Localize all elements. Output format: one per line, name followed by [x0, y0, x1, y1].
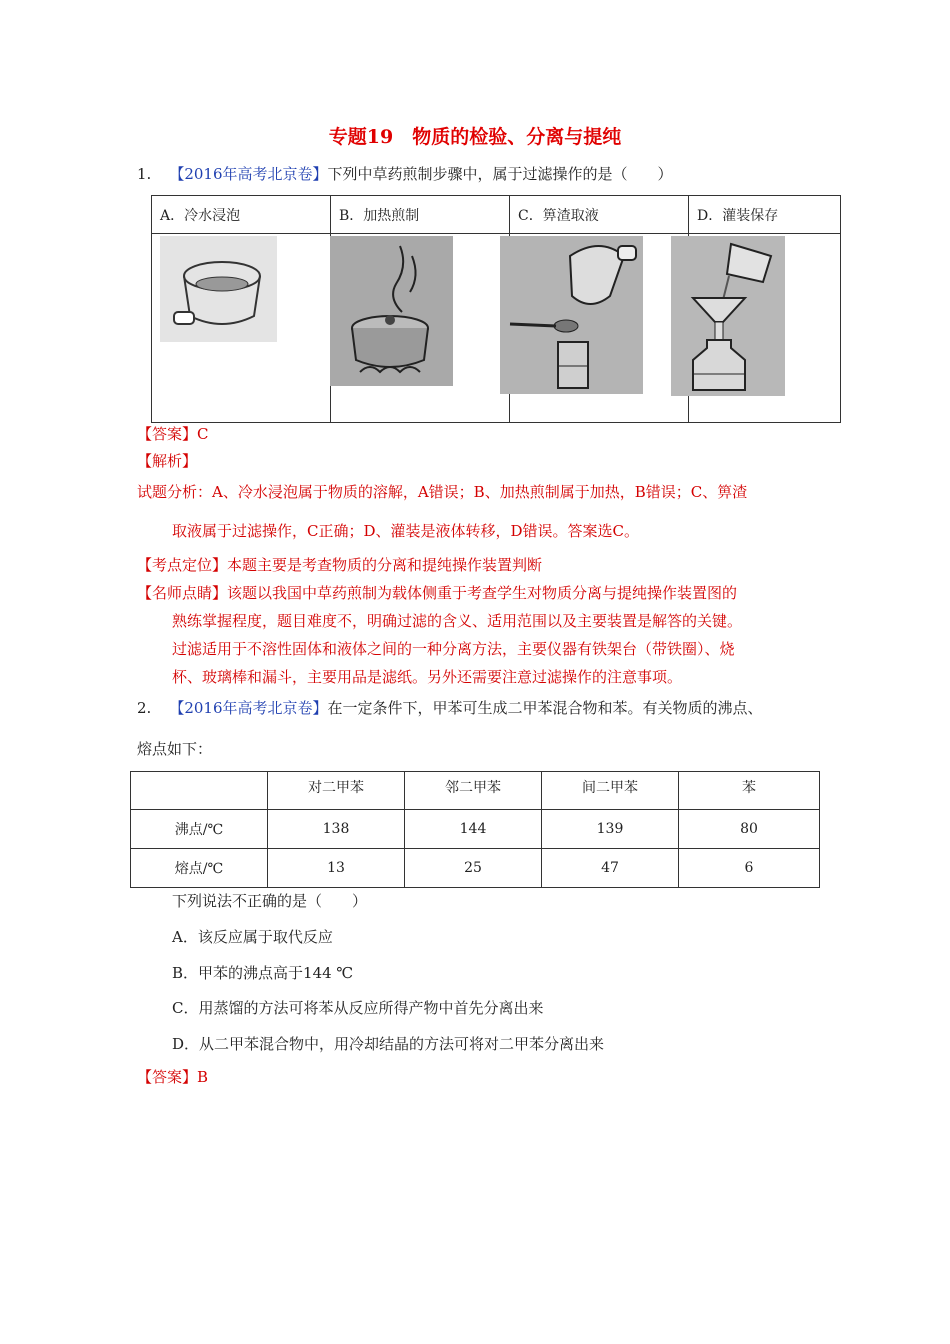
- choice-b: B．甲苯的沸点高于144 ℃: [172, 964, 354, 982]
- tips-text-1: 该题以我国中草药煎制为载体侧重于考查学生对物质分离与提纯操作装置图的: [227, 584, 738, 602]
- table-header-cell: 邻二甲苯: [405, 772, 542, 810]
- pot-icon: [160, 236, 277, 342]
- tips-line-4: 杯、玻璃棒和漏斗，主要用品是滤纸。另外还需要注意过滤操作的注意事项。: [172, 668, 683, 686]
- tips-line-3: 过滤适用于不溶性固体和液体之间的一种分离方法，主要仪器有铁架台（带铁圈）、烧: [172, 640, 735, 658]
- answer-value: B: [197, 1068, 209, 1086]
- option-d: D．灌装保存: [689, 196, 841, 234]
- analysis-line-1: 试题分析：A、冷水浸泡属于物质的溶解，A错误；B、加热煎制属于加热，B错误；C、箅渣: [137, 483, 748, 501]
- choice-d: D．从二甲苯混合物中，用冷却结晶的方法可将对二甲苯分离出来: [172, 1035, 605, 1053]
- table-header-cell: [131, 772, 268, 810]
- tips-line-2: 熟练掌握程度，题目难度不，明确过滤的含义、适用范围以及主要装置是解答的关键。: [172, 612, 743, 630]
- table-cell: 80: [679, 810, 820, 849]
- table-cell: 熔点/℃: [131, 849, 268, 888]
- table-cell: 138: [268, 810, 405, 849]
- table-cell: 沸点/℃: [131, 810, 268, 849]
- stem-text-1: 在一定条件下，甲苯可生成二甲苯混合物和苯。有关物质的沸点、: [327, 699, 763, 717]
- stem-text: 下列中草药煎制步骤中，属于过滤操作的是（ ）: [327, 165, 673, 183]
- question-number: 2.: [137, 699, 152, 717]
- page-title: 专题19 物质的检验、分离与提纯: [328, 126, 622, 148]
- funnel-bottle-icon: [671, 236, 785, 396]
- answer-label: 【答案】: [137, 1068, 198, 1086]
- key-point-label: 【考点定位】: [137, 556, 228, 574]
- source-tag: 【2016年高考北京卷】: [169, 165, 328, 183]
- table-header-cell: 苯: [679, 772, 820, 810]
- question-2-prompt: 下列说法不正确的是（ ）: [172, 892, 368, 910]
- option-b: B．加热煎制: [331, 196, 510, 234]
- question-number: 1.: [137, 165, 152, 183]
- table-row: [131, 849, 820, 888]
- table-cell: 144: [405, 810, 542, 849]
- table-cell: 139: [542, 810, 679, 849]
- analysis-label: 【解析】: [137, 452, 198, 470]
- data-table: [130, 771, 820, 888]
- key-point-text: 本题主要是考查物质的分离和提纯操作装置判断: [227, 556, 543, 574]
- table-header-cell: 间二甲苯: [542, 772, 679, 810]
- answer-q1: 【答案】C: [137, 425, 209, 443]
- analysis-line-2: 取液属于过滤操作，C正确；D、灌装是液体转移，D错误。答案选C。: [172, 522, 640, 540]
- tips-label: 【名师点睛】: [137, 584, 228, 602]
- tips-line-1: [137, 583, 737, 603]
- choice-a: A．该反应属于取代反应: [172, 928, 333, 946]
- key-point: [137, 555, 542, 575]
- option-c: C．箅渣取液: [510, 196, 689, 234]
- table-header-cell: 对二甲苯: [268, 772, 405, 810]
- option-a: A．冷水浸泡: [152, 196, 331, 234]
- question-1-stem: [137, 164, 673, 184]
- question-2-stem: [137, 698, 763, 718]
- answer-q2: [137, 1067, 208, 1087]
- table-cell: 47: [542, 849, 679, 888]
- cooking-pot-icon: [330, 236, 453, 386]
- strain-pour-icon: [500, 236, 643, 394]
- table-cell: 13: [268, 849, 405, 888]
- table-cell: 6: [679, 849, 820, 888]
- table-cell: 25: [405, 849, 542, 888]
- question-2-stem-cont: 熔点如下：: [137, 740, 213, 758]
- source-tag: 【2016年高考北京卷】: [169, 699, 328, 717]
- table-row: [131, 810, 820, 849]
- choice-c: C．用蒸馏的方法可将苯从反应所得产物中首先分离出来: [172, 999, 544, 1017]
